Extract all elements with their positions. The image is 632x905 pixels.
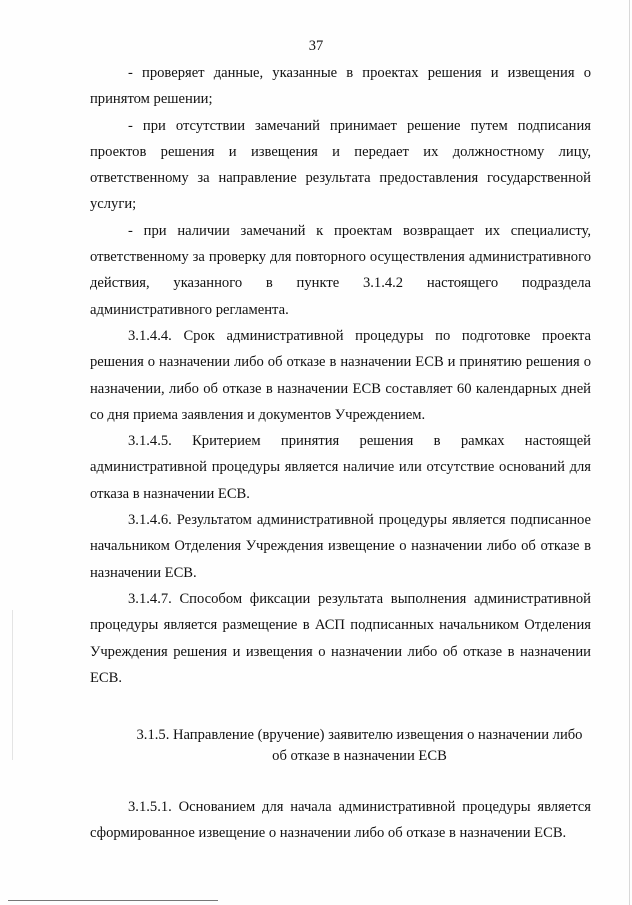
list-item: - при отсутствии замечаний принимает решение путем подписания проектов решения и извещения и передает их должностному лицу, ответственному за направление результата предоставления государственной услуги; xyxy=(90,117,591,213)
page-number: 37 xyxy=(308,38,324,54)
scan-edge xyxy=(12,610,13,760)
clause-paragraph: 3.1.4.4. Срок административной процедуры по подготовке проекта решения о назначении либо об отказе в назначении ЕСВ и принятию решения о назначении, либо об отказе в назначении ЕСВ составляет 60 календарных дней со дня приема заявления и документов Учреждением. xyxy=(90,327,591,423)
section-heading xyxy=(90,725,591,767)
clause-paragraph: 3.1.4.6. Результатом административной процедуры является подписанное начальником Отделения Учреждения извещение о назначении либо об отказе в назначении ЕСВ. xyxy=(90,512,591,581)
footnote-divider xyxy=(8,900,218,901)
clause-paragraph: 3.1.4.7. Способом фиксации результата выполнения административной процедуры является размещение в АСП подписанных начальником Отделения Учреждения решения и извещения о назначении либо об отказе в назначении ЕСВ. xyxy=(90,590,591,686)
clause-paragraph: 3.1.5.1. Основанием для начала административной процедуры является сформированное извещение о назначении либо об отказе в назначении ЕСВ. xyxy=(90,799,591,842)
section-heading-line: 3.1.5. Направление (вручение) заявителю извещения о назначении либо xyxy=(136,727,583,744)
section-heading-line: об отказе в назначении ЕСВ xyxy=(272,748,447,765)
clause-paragraph: 3.1.4.5. Критерием принятия решения в рамках настоящей административной процедуры является наличие или отсутствие оснований для отказа в назначении ЕСВ. xyxy=(90,433,591,502)
list-item: - проверяет данные, указанные в проектах решения и извещения о принятом решении; xyxy=(90,65,591,108)
document-body xyxy=(90,60,591,847)
list-item: - при наличии замечаний к проектам возвращает их специалисту, ответственному за проверку для повторного осуществления административного действия, указанного в пункте 3.1.4.2 настоящего подраздела административного регламента. xyxy=(90,222,591,318)
scan-edge xyxy=(629,0,630,905)
